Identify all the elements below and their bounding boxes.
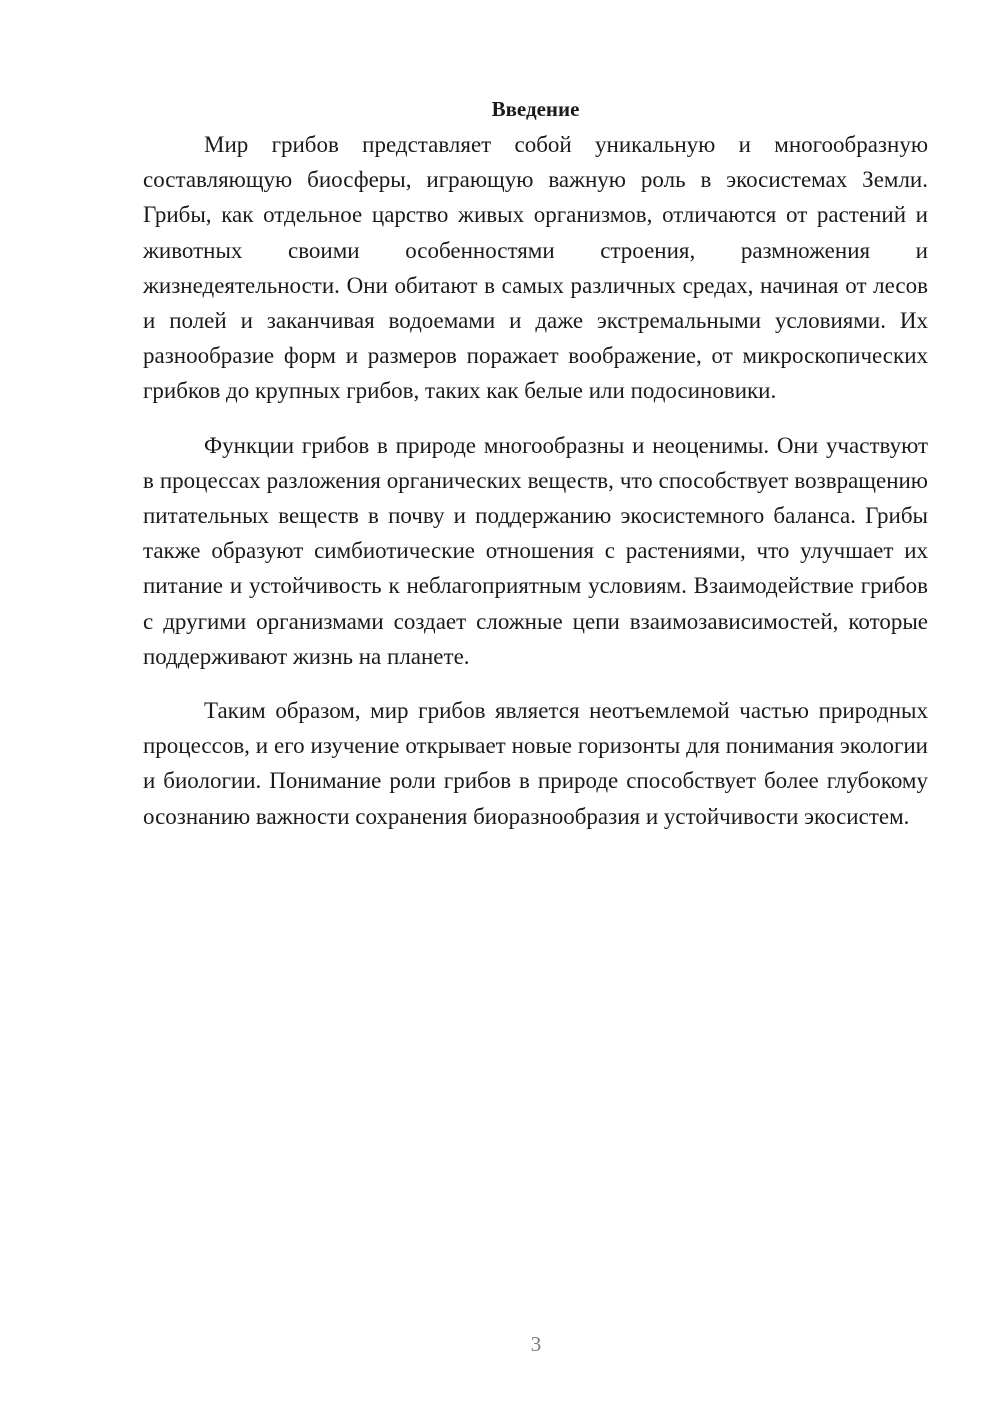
section-heading: Введение — [491, 97, 580, 121]
paragraph-2: Функции грибов в природе многообразны и неоценимы. Они участвуют в процессах разложения органических веществ, что способствует возвращению питательных веществ в почву и поддержанию экосистемного баланса. Грибы также образуют симбиотические отношения с растениями, что улучшает их питание и устойчивость к неблагоприятным условиям. Взаимодействие грибов с другими организмами создает сложные цепи взаимозависимостей, которые поддерживают жизнь на планете. — [143, 432, 928, 669]
paragraph-3: Таким образом, мир грибов является неотъемлемой частью природных процессов, и его изучение открывает новые горизонты для понимания экологии и биологии. Понимание роли грибов в природе способствует более глубокому осознанию важности сохранения биоразнообразия и устойчивости экосистем. — [143, 698, 928, 829]
page-content — [143, 92, 928, 834]
page-number: 3 — [530, 1332, 542, 1356]
paragraph-1: Мир грибов представляет собой уникальную и многообразную составляющую биосферы, играющую важную роль в экосистемах Земли. Грибы, как отдельное царство живых организмов, отличаются от растений и животных своими особенностями строения, размножения и жизнедеятельности. Они обитают в самых различных средах, начиная от лесов и полей и заканчивая водоемами и даже экстремальными условиями. Их разнообразие форм и размеров поражает воображение, от микроскопических грибков до крупных грибов, таких как белые или подосиновики. — [143, 132, 928, 404]
